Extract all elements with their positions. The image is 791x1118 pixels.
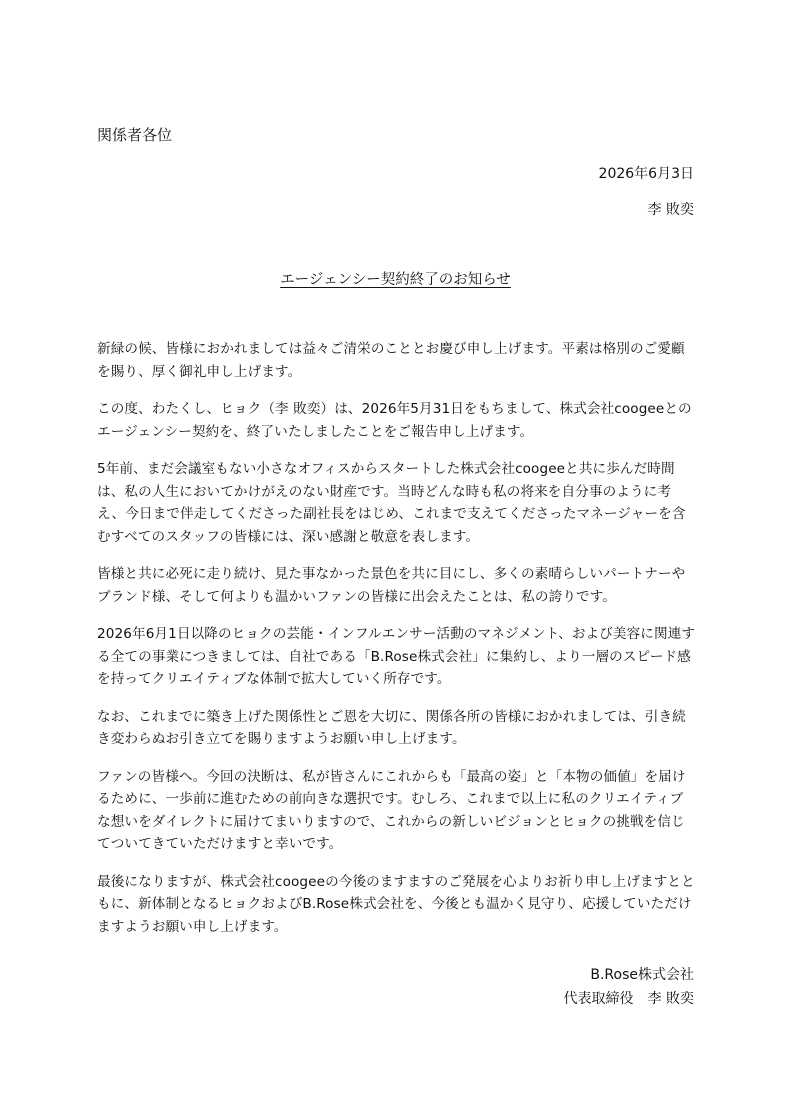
signature-block — [564, 963, 694, 1011]
paragraph-request: なお、これまでに築き上げた関係性とご恩を大切に、関係各所の皆様におかれましては、引き続き変わらぬお引き立てを賜りますようお願い申し上げます。 — [97, 708, 686, 747]
paragraph-greeting: 新緑の候、皆様におかれましては益々ご清栄のこととお慶び申し上げます。平素は格別のご愛顧を賜り、厚く御礼申し上げます。 — [97, 341, 685, 380]
addressee: 関係者各位 — [97, 126, 173, 144]
paragraph-announcement: この度、わたくし、ヒョク（李 敗奕）は、2026年5月31日をもちまして、株式会社coogeeとのエージェンシー契約を、終了いたしましたことをご報告申し上げます。 — [97, 401, 692, 440]
letter-date: 2026年6月3日 — [598, 166, 694, 182]
document-title-wrapper — [0, 268, 791, 289]
signature-company: B.Rose株式会社 — [590, 967, 694, 983]
document-title: エージェンシー契約終了のお知らせ — [280, 272, 511, 288]
paragraph-closing: 最後になりますが、株式会社coogeeの今後のますますのご発展を心よりお祈り申し上げますとともに、新体制となるヒョクおよびB.Rose株式会社を、今後とも温かく見守り、応援していただけますようお願い申し上げます。 — [97, 873, 695, 935]
paragraph-fans: ファンの皆様へ。今回の決断は、私が皆さんにこれからも「最高の姿」と「本物の価値」を届けるために、一歩前に進むための前向きな選択です。むしろ、これまで以上に私のクリエイティブな想いをダイレクトに届けてまいりますので、これからの新しいビジョンとヒョクの挑戦を信じてついてきていただけますと幸いです。 — [97, 768, 686, 852]
paragraph-gratitude: 5年前、まだ会議室もない小さなオフィスからスタートした株式会社coogeeと共に歩んだ時間は、私の人生においてかけがえのない財産です。当時どんな時も私の将来を自分事のように考え、今日まで伴走してくださった副社長をはじめ、これまで支えてくださったマネージャーを含むすべてのスタッフの皆様には、深い感謝と敬意を表します。 — [97, 461, 686, 545]
author-name: 李 敗奕 — [647, 202, 694, 218]
letter-body — [97, 338, 697, 953]
paragraph-management: 2026年6月1日以降のヒョクの芸能・インフルエンサー活動のマネジメント、および美容に関連する全ての事業につきましては、自社である「B.Rose株式会社」に集約し、より一層のスピード感を持ってクリエイティブな体制で拡大していく所存です。 — [97, 626, 696, 687]
paragraph-pride: 皆様と共に必死に走り続け、見た事なかった景色を共に目にし、多くの素晴らしいパートナーやブランド様、そして何よりも温かいファンの皆様に出会えたことは、私の誇りです。 — [97, 566, 686, 605]
signature-representative: 代表取締役 李 敗奕 — [563, 991, 694, 1007]
